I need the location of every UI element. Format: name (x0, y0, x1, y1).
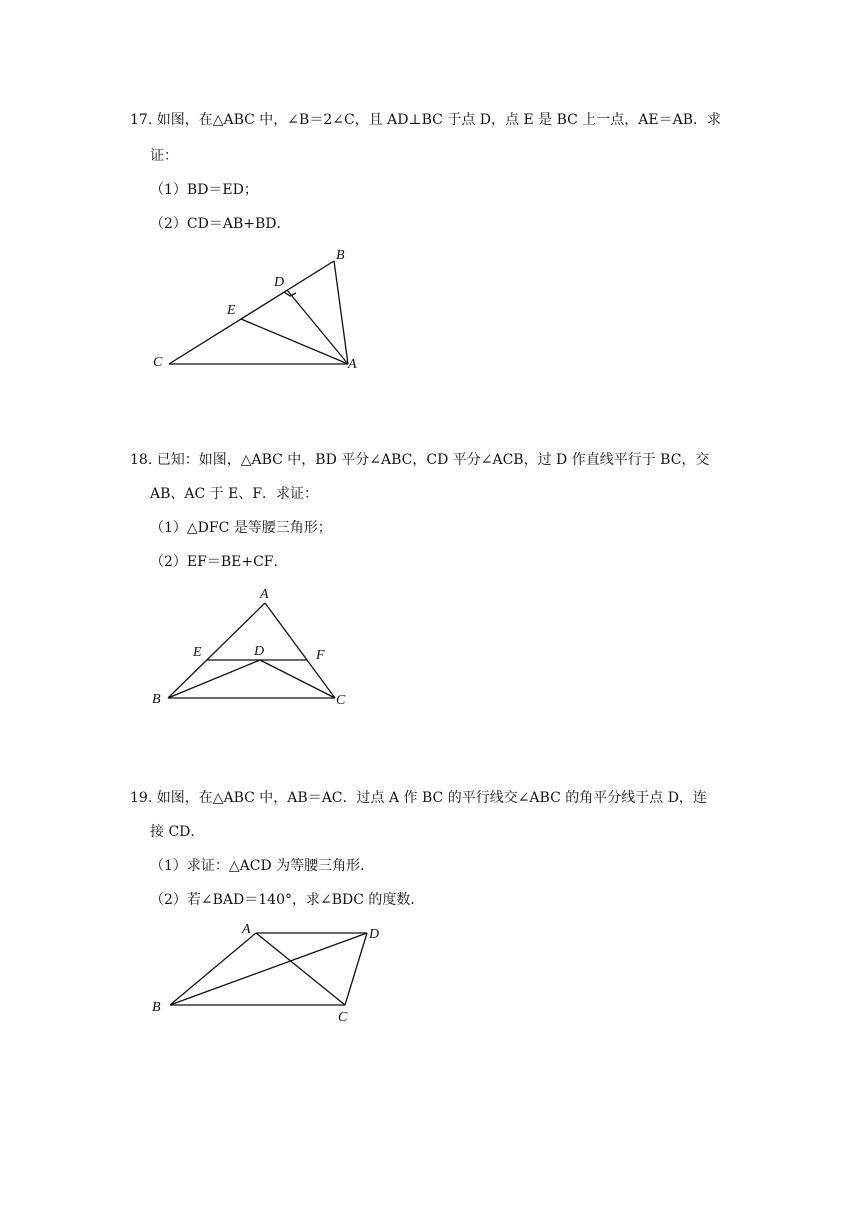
q17-label-B: B (336, 248, 345, 263)
q19-label-D: D (369, 927, 380, 942)
q18-label-F: F (316, 648, 325, 663)
q17-label-D: D (274, 275, 285, 290)
q18-seg-BD (168, 660, 260, 698)
q17-label-A: A (348, 357, 357, 372)
q17-seg-CB (169, 261, 334, 364)
q17-line2: 证： (150, 148, 178, 164)
q19-part1: （1）求证：△ACD 为等腰三角形． (150, 858, 375, 874)
q17-seg-EA (241, 319, 348, 364)
q19-seg-AB (170, 933, 256, 1005)
q19-label-C: C (338, 1010, 348, 1025)
q18-part1: （1）△DFC 是等腰三角形； (150, 520, 332, 536)
q18-seg-CD (260, 660, 335, 698)
q18-seg-AB (168, 603, 265, 698)
q17-line1: 17. 如图，在△ABC 中，∠B＝2∠C，且 AD⊥BC 于点 D，点 E 是 BC 上一点，AE＝AB．求 (130, 112, 722, 128)
q19-label-B: B (152, 1000, 161, 1015)
q19-label-A: A (242, 922, 251, 937)
q17-label-C: C (153, 355, 163, 370)
q17-figure (140, 240, 380, 380)
q18-label-D: D (254, 644, 265, 659)
q17-label-E: E (227, 303, 236, 318)
q19-part2: （2）若∠BAD＝140°，求∠BDC 的度数． (150, 892, 425, 908)
q18-line2: AB、AC 于 E、F．求证： (150, 486, 319, 502)
q18-part2: （2）EF＝BE+CF． (150, 554, 288, 570)
q17-part1: （1）BD＝ED； (150, 182, 258, 198)
q17-part2: （2）CD＝AB+BD． (150, 216, 291, 232)
q19-line1: 19. 如图，在△ABC 中，AB＝AC．过点 A 作 BC 的平行线交∠ABC 的角平分线于点 D，连 (130, 790, 707, 806)
q19-line2: 接 CD． (150, 824, 205, 840)
q18-figure (140, 580, 380, 720)
q19-seg-CD (345, 933, 367, 1005)
q19-figure (140, 915, 400, 1035)
q18-label-C: C (336, 693, 346, 708)
q18-label-E: E (193, 645, 202, 660)
q18-label-A: A (260, 587, 269, 602)
q18-label-B: B (152, 692, 161, 707)
q18-line1: 18. 已知：如图，△ABC 中，BD 平分∠ABC，CD 平分∠ACB，过 D 作直线平行于 BC，交 (130, 452, 710, 468)
